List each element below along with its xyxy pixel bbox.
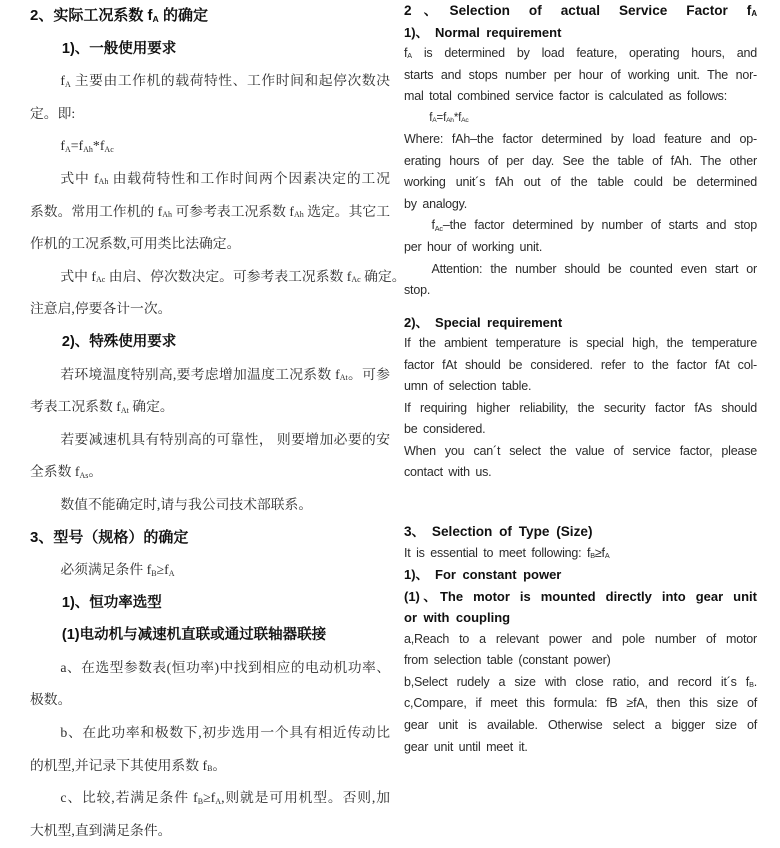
paragraph — [30, 554, 390, 587]
section-heading — [404, 0, 757, 22]
text-line: stop. — [404, 283, 431, 298]
paragraph — [30, 652, 390, 717]
text-line: Attention: the number should be counted even start or — [431, 261, 757, 276]
text-line: 考表工况系数 $f_{At}$ 确定。 — [30, 399, 174, 415]
paragraph — [404, 543, 757, 565]
text-line: factor fAt should be considered. refer to the factor fAt col- — [404, 357, 757, 372]
paragraph — [30, 489, 390, 522]
text-line: 若环境温度特别高,要考虑增加温度工况系数 $f_{At}$。可参 — [60, 366, 390, 382]
section-heading — [30, 0, 390, 33]
section-heading — [30, 587, 390, 620]
text-line: 系数。常用工作机的 $f_{Ah}$ 可参考表工况系数 $f_{Ah}$ 选定。其它工 — [30, 203, 391, 219]
text-line: $f_A$ is determined by load feature, operating hours, and — [404, 46, 757, 61]
paragraph — [404, 259, 757, 302]
text-line: Where: fAh–the factor determined by load feature and op- — [404, 132, 757, 147]
text-line: a、在选型参数表(恒功率)中找到相应的电动机功率、 — [60, 659, 390, 675]
text-line: $f_A=f_{Ah}*f_{Ac}$ — [429, 111, 469, 124]
text-line: 的机型,并记录下其使用系数 $f_B$。 — [30, 757, 227, 774]
text-line: b、在此功率和极数下,初步选用一个具有相近传动比 — [60, 725, 390, 741]
paragraph — [404, 43, 757, 108]
text-line: gear unit until meet it. — [404, 739, 528, 754]
section-heading — [30, 326, 390, 359]
text-line: When you can´t select the value of service factor, please — [404, 443, 757, 458]
text-line: working unit´s fAh out of the table could be determined — [404, 175, 757, 190]
text-line: b,Select rudely a size with close ratio, and record it´s $f_B$. — [404, 674, 757, 690]
section-heading — [404, 312, 757, 334]
text-line: $f_{Ac}$–the factor determined by number of starts and stop — [431, 218, 757, 233]
text-line: 若要减速机具有特别高的可靠性， 则要增加必要的安 — [60, 431, 390, 447]
text-line: umn of selection table. — [404, 379, 532, 394]
text-line: 3、 Selection of Type (Size) — [404, 524, 593, 540]
text-line: or with coupling — [404, 610, 511, 626]
text-line: 1)、 Normal requirement — [404, 24, 562, 40]
paragraph — [404, 693, 757, 758]
paragraph — [404, 398, 757, 441]
paragraph — [30, 717, 390, 782]
text-line: a,Reach to a relevant power and pole number of motor — [404, 631, 757, 646]
text-line: 3、型号（规格）的确定 — [30, 528, 189, 546]
text-line: 大机型,直到满足条件。 — [30, 822, 172, 838]
text-line: If the ambient temperature is special high, the temperature — [404, 336, 757, 351]
section-heading — [404, 564, 757, 586]
text-line: contact with us. — [404, 465, 492, 480]
text-line: 注意启,停要各计一次。 — [30, 301, 172, 317]
text-line: (1)、The motor is mounted directly into gear unit — [404, 588, 757, 604]
left-column-chinese — [30, 0, 406, 847]
text-line: 式中 $f_{Ah}$ 由载荷特性和工作时间两个因素决定的工况 — [60, 170, 391, 187]
paragraph — [404, 441, 757, 484]
section-heading — [30, 619, 390, 652]
text-line: 全系数 $f_{As}$。 — [30, 464, 103, 480]
paragraph — [30, 424, 390, 489]
text-line: 2)、特殊使用要求 — [61, 333, 177, 350]
text-line: 2、Selection of actual Service Factor $f_A$ — [404, 3, 757, 19]
text-line: 作机的工况系数,可用类比法确定。 — [30, 236, 241, 252]
paragraph — [404, 215, 757, 258]
section-heading — [30, 522, 390, 555]
paragraph — [404, 672, 757, 694]
paragraph — [404, 333, 757, 398]
section-heading — [404, 22, 757, 44]
text-line: $f_A$ 主要由工作机的载荷特性、工作时间和起停次数决 — [60, 73, 390, 89]
text-line: 2)、 Special requirement — [404, 314, 563, 330]
text-line: by analogy. — [404, 196, 468, 211]
text-line: c,Compare, if meet this formula: fB ≥fA, then this size of — [404, 696, 757, 711]
text-line: 2、实际工况系数 $f_A$ 的确定 — [30, 7, 208, 24]
text-line: mal total combined service factor is calculated as follows: — [404, 89, 728, 104]
paragraph — [30, 261, 406, 326]
text-line: 必须满足条件 $f_B\ge f_A$ — [60, 562, 175, 578]
paragraph — [404, 629, 757, 672]
text-line: 定。即: — [30, 105, 76, 121]
text-line: 1)、 For constant power — [404, 567, 562, 583]
formula — [30, 130, 390, 163]
text-line: 式中 $f_{Ac}$ 由启、停次数决定。可参考表工况系数 $f_{Ac}$ 确定。 — [60, 268, 406, 285]
text-line: erating hours of per day. See the table of fAh. The other — [404, 153, 757, 168]
text-line: from selection table (constant power) — [404, 653, 611, 668]
paragraph — [30, 65, 390, 130]
right-column-english — [404, 0, 757, 758]
section-heading — [30, 33, 390, 66]
text-line: 1)、一般使用要求 — [61, 40, 177, 57]
text-line: starts and stops number per hour of working unit. The nor- — [404, 67, 757, 82]
text-line: 数值不能确定时,请与我公司技术部联系。 — [60, 496, 313, 512]
formula — [404, 108, 757, 130]
text-line: c、比较,若满足条件 $f_B\ge f_A$,则就是可用机型。否则,加 — [60, 790, 390, 806]
section-heading — [404, 586, 757, 629]
text-line: It is essential to meet following: $f_B\ge f_A$ — [404, 545, 610, 560]
paragraph — [30, 163, 390, 261]
text-line: If requiring higher reliability, the security factor fAs should — [404, 400, 757, 415]
text-line: per hour of working unit. — [404, 240, 543, 255]
text-line: (1)电动机与减速机直联或通过联轴器联接 — [61, 627, 327, 644]
paragraph — [404, 129, 757, 215]
paragraph — [30, 359, 390, 424]
text-line: gear unit is available. Otherwise select a bigger size of — [404, 717, 757, 732]
text-line: 1)、恒功率选型 — [61, 594, 162, 611]
text-line: 极数。 — [30, 692, 72, 708]
paragraph — [30, 782, 390, 847]
text-line: be considered. — [404, 422, 486, 437]
text-line: $f_A=f_{Ah}*f_{Ac}$ — [60, 138, 114, 154]
section-heading — [404, 521, 757, 543]
